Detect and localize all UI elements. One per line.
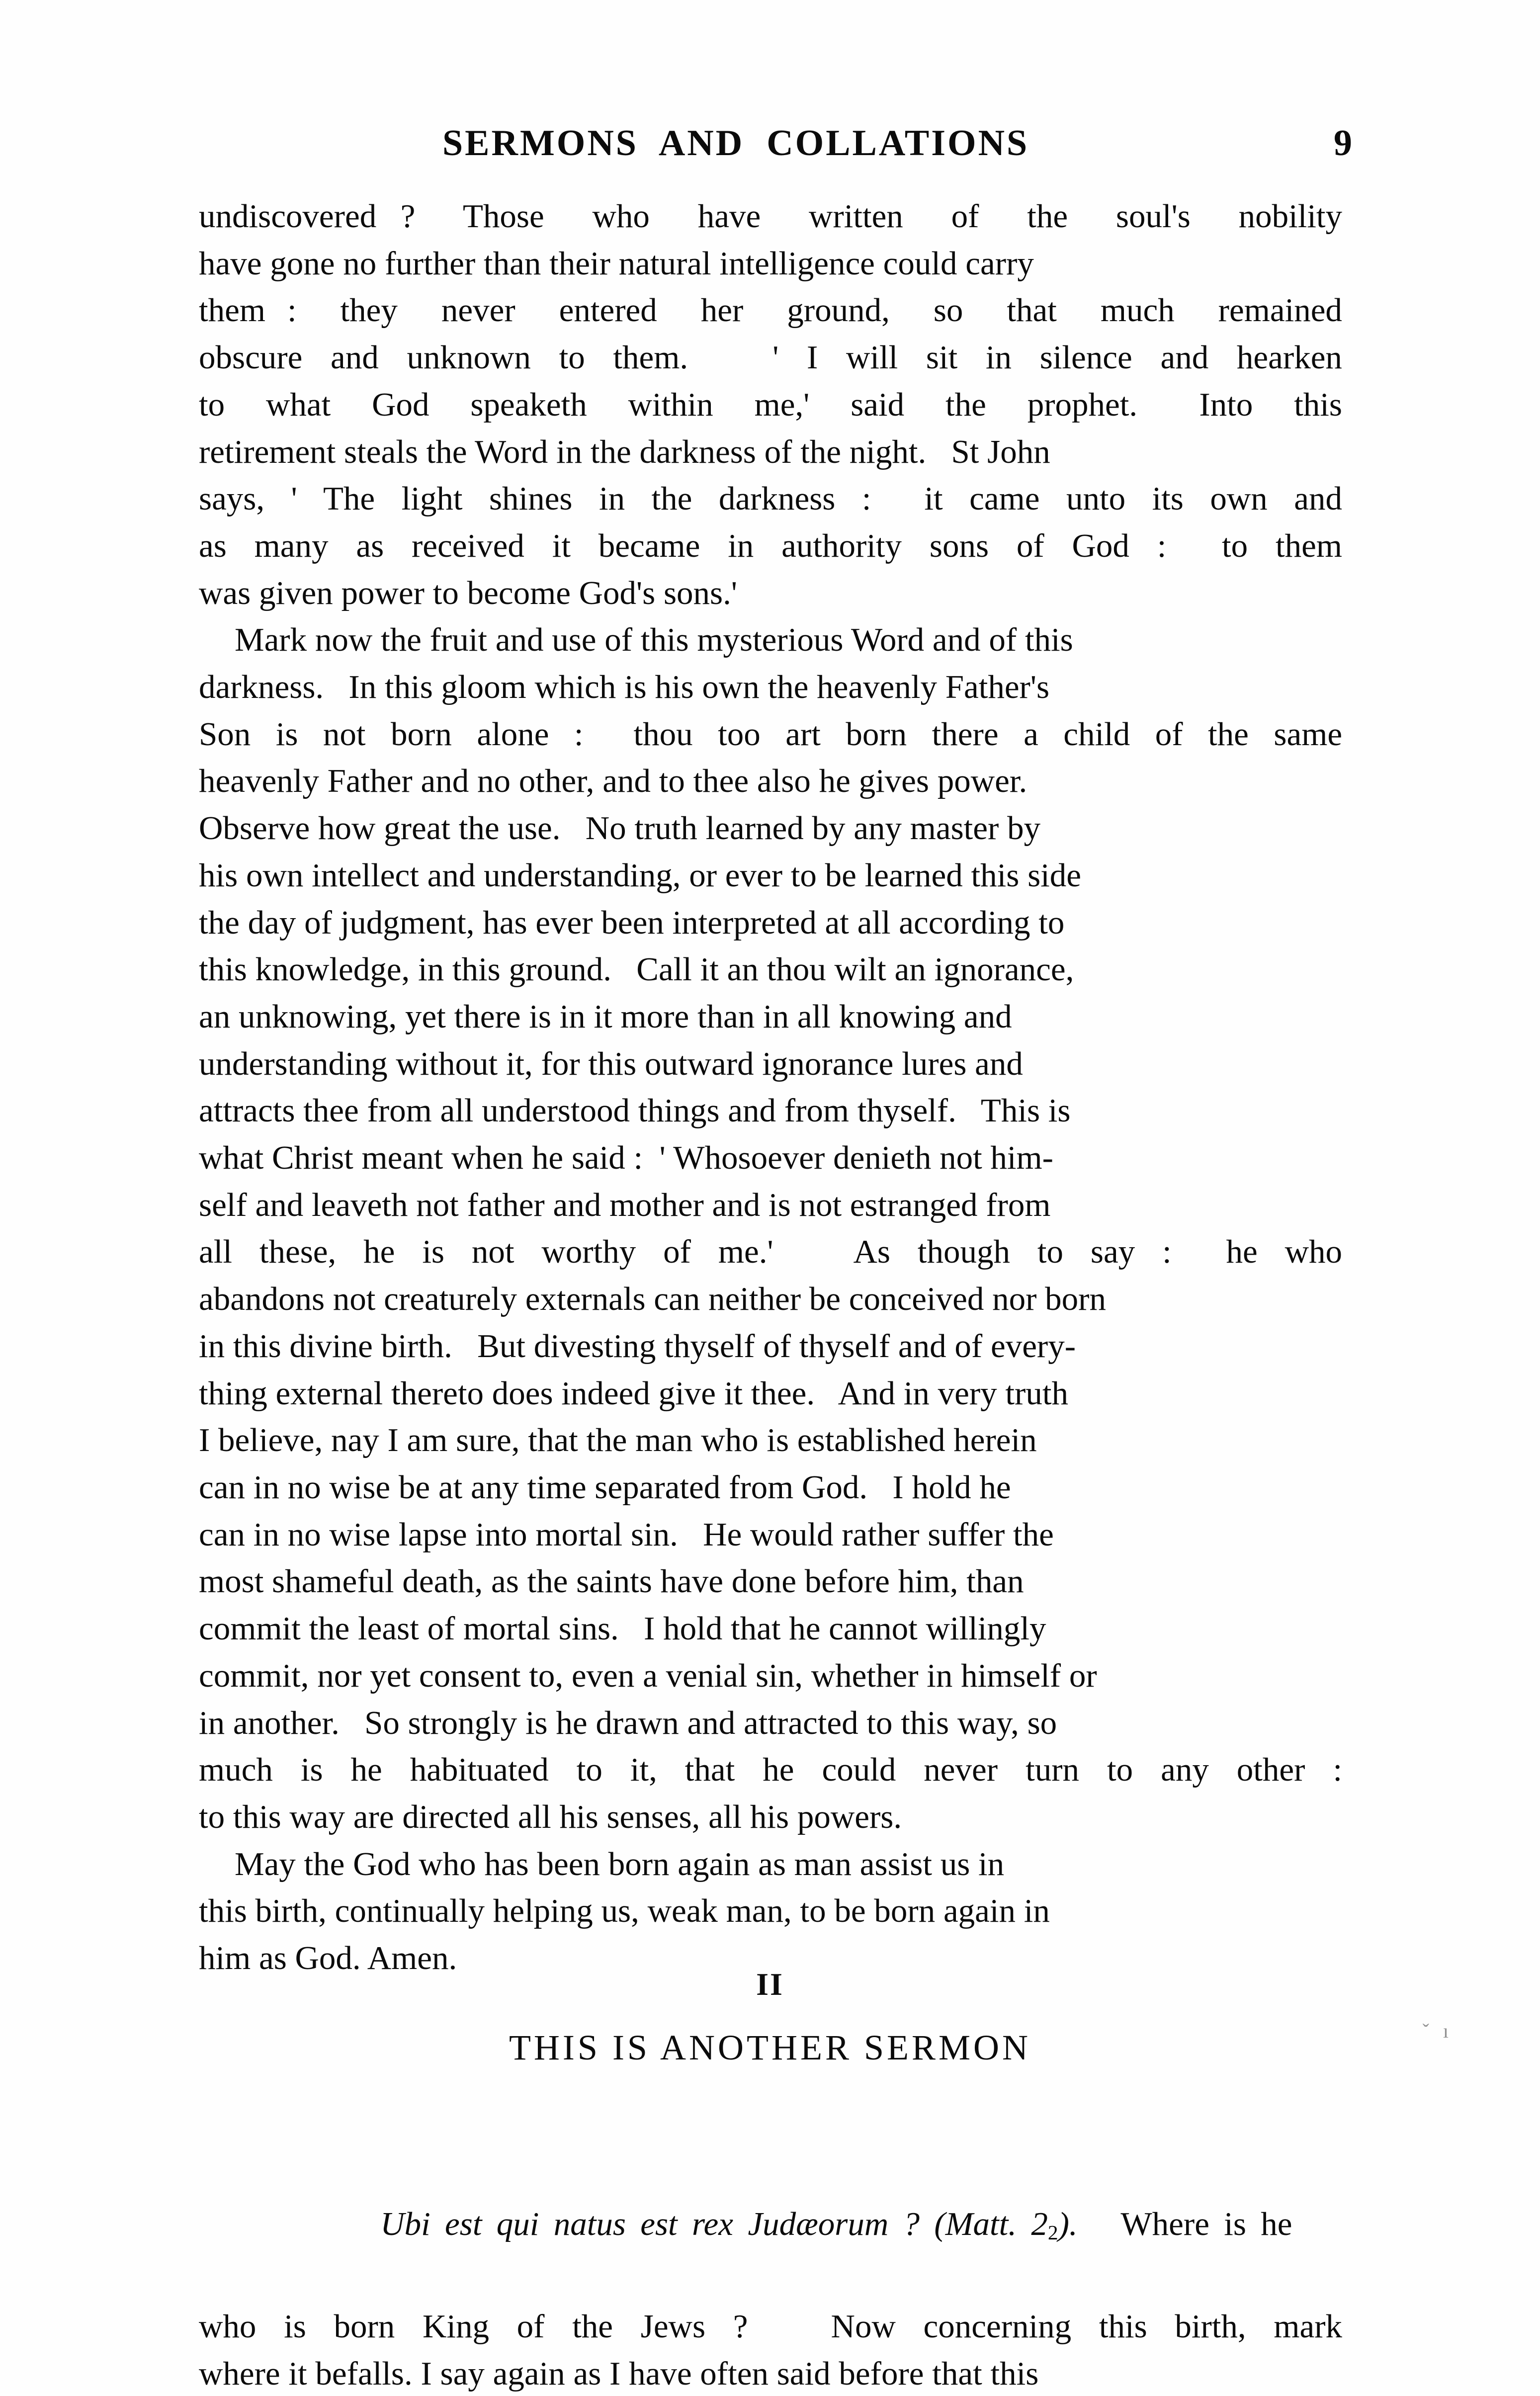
text-line: darkness. In this gloom which is his own the heavenly Father's [199,669,1050,706]
text-line: this knowledge, in this ground. Call it an thou wilt an ignorance, [199,951,1074,988]
text-line: him as God. Amen. [199,1940,457,1977]
text-line: as many as received it became in authority sons of God : to them [199,527,1342,564]
paragraph-1 [199,193,1342,616]
text-line: what Christ meant when he said : ' Whosoever denieth not him- [199,1139,1053,1177]
text-line: all these, he is not worthy of me.' As though to say : he who [199,1233,1343,1271]
epigraph-reference-subscript: 2 [1047,2221,1058,2244]
text-line: most shameful death, as the saints have done before him, than [199,1563,1024,1600]
text-line: thing external thereto does indeed give it thee. And in very truth [199,1374,1068,1412]
running-head [199,122,1352,165]
text-line: abandons not creaturely externals can neither be conceived nor born [199,1281,1106,1318]
epigraph-reference: (Matt. $2_2$). [934,2205,1078,2244]
text-line: to what God speaketh within me,' said the prophet. Into this [199,386,1342,423]
text-line: Son is not born alone : thou too art born there a child of the same [199,715,1343,753]
text-line: attracts thee from all understood things and from thyself. This is [199,1092,1071,1129]
epigraph-text [199,2153,1342,2396]
paragraph-3 [199,1841,1342,1982]
text-line: an unknowing, yet there is in it more than in all knowing and [199,998,1012,1035]
text-line: obscure and unknown to them. ' I will sit in silence and hearken [199,339,1342,376]
text-line: can in no wise lapse into mortal sin. He would rather suffer the [199,1516,1054,1553]
text-line: who is born King of the Jews ? Now concerning this birth, mark [199,2308,1343,2345]
text-line: where it befalls. I say again as I have often said before that this [199,2355,1039,2392]
text-line: commit the least of mortal sins. I hold that he cannot willingly [199,1610,1046,1647]
text-line: them : they never entered her ground, so that much remained [199,292,1342,329]
stray-ink-mark: ˇ ı [1422,2020,1453,2042]
text-line [199,2153,1342,2303]
text-line: have gone no further than their natural intelligence could carry [199,245,1034,282]
text-line: Observe how great the use. No truth learned by any master by [199,810,1041,847]
epigraph-latin: Ubi est qui natus est rex Judæorum ? [380,2205,920,2242]
text-line: retirement steals the Word in the darkness of the night. St John [199,433,1050,470]
page-number: 9 [1334,123,1352,164]
section-number: II [756,1967,784,2002]
text-line: heavenly Father and no other, and to thee also he gives power. [199,763,1027,800]
text-line: understanding without it, for this outward ignorance lures and [199,1045,1023,1082]
text-line: self and leaveth not father and mother and is not estranged from [199,1186,1051,1223]
text-line: was given power to become God's sons.' [199,574,737,611]
text-line: the day of judgment, has ever been interpreted at all according to [199,904,1065,941]
text-line: says, ' The light shines in the darkness : it came unto its own and [199,480,1342,517]
text-line: this birth, continually helping us, weak man, to be born again in [199,1892,1050,1930]
epigraph-paragraph [199,2153,1342,2396]
epigraph-translation-start: Where is he [1120,2205,1292,2242]
text-line: much is he habituated to it, that he could never turn to any other : [199,1751,1343,1789]
text-line: undiscovered ? Those who have written of the soul's nobility [199,198,1343,235]
paragraph-2 [199,616,1342,1840]
section-title: THIS IS ANOTHER SERMON [509,2028,1031,2067]
text-line: May the God who has been born again as man assist us in [235,1845,1005,1883]
text-line: commit, nor yet consent to, even a venial sin, whether in himself or [199,1657,1097,1694]
text-line: in another. So strongly is he drawn and attracted to this way, so [199,1704,1057,1741]
text-line: can in no wise be at any time separated from God. I hold he [199,1468,1011,1506]
text-line: I believe, nay I am sure, that the man who is established herein [199,1422,1037,1459]
text-line: Mark now the fruit and use of this mysterious Word and of this [235,621,1073,659]
body-text [199,193,1342,1982]
running-head-title: SERMONS AND COLLATIONS [442,123,1029,164]
text-line: in this divine birth. But divesting thyself of thyself and of every- [199,1327,1076,1365]
text-line: his own intellect and understanding, or ever to be learned this side [199,856,1082,894]
text-line: to this way are directed all his senses, all his powers. [199,1798,902,1835]
